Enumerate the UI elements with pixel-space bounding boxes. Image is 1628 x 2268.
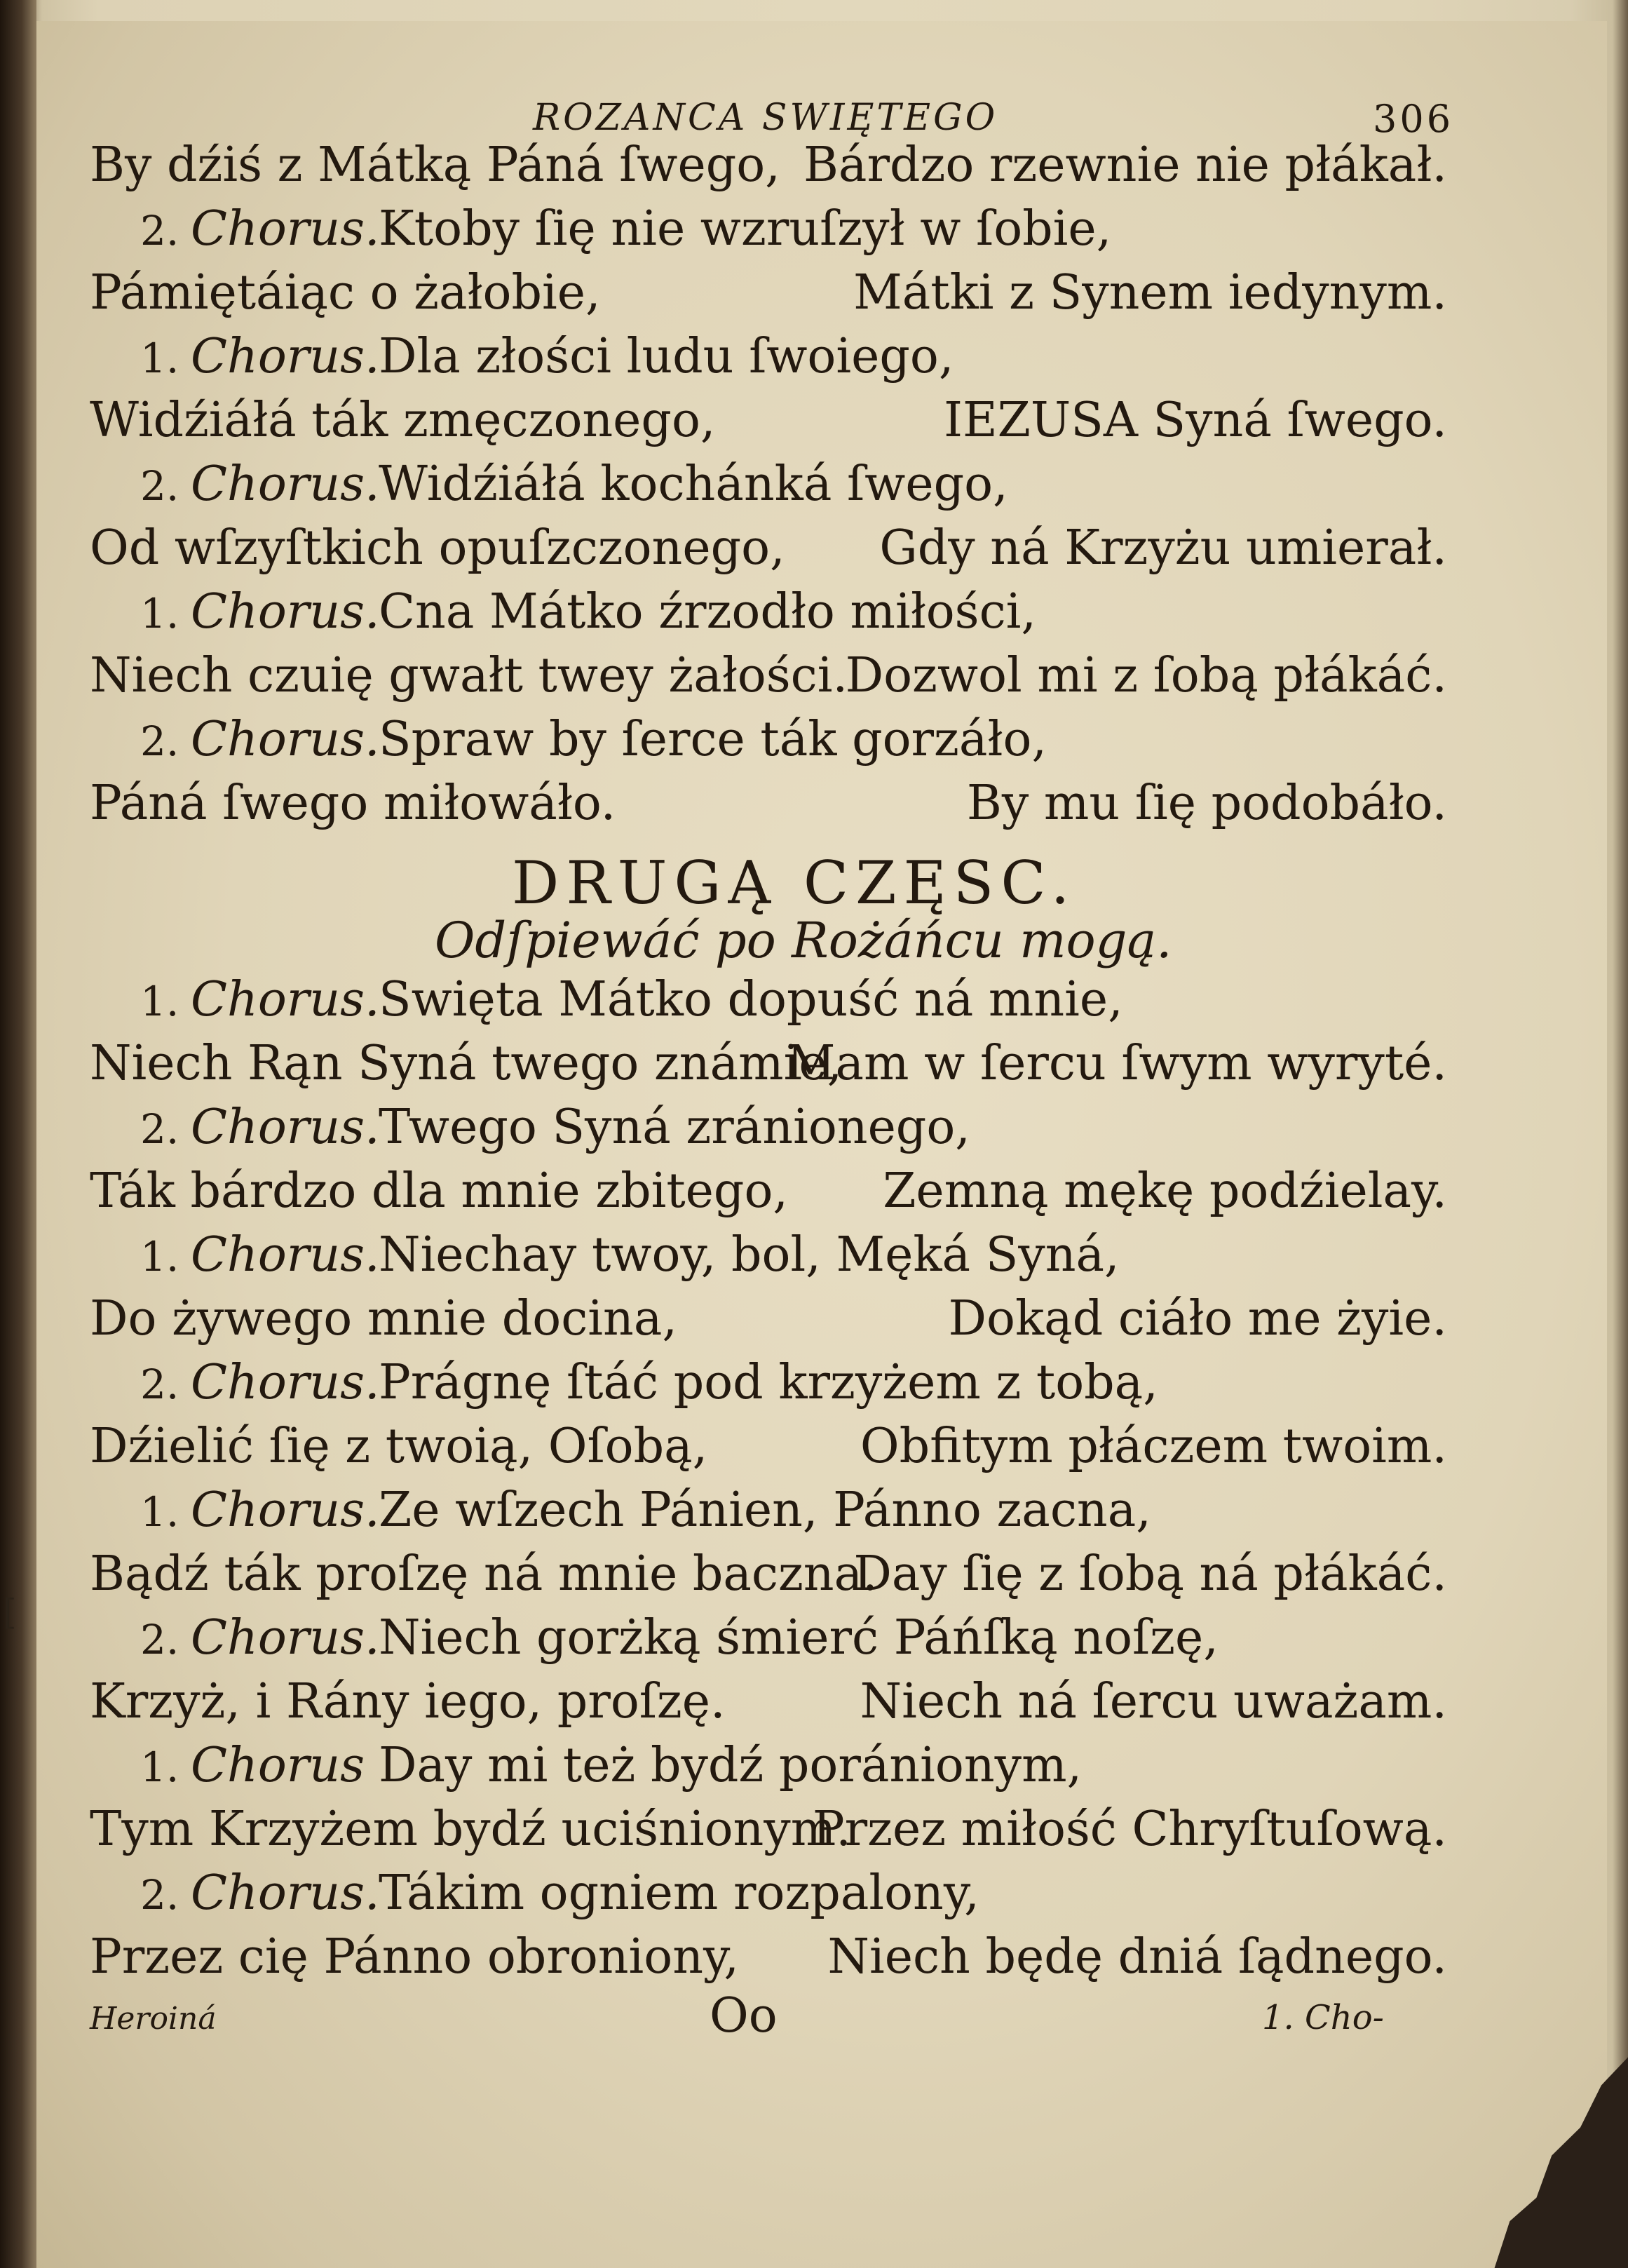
verse-text: Day mi też bydź poránionym, [379, 1738, 1083, 1793]
section-heading [0, 849, 1628, 919]
verse-text: Ktoby ſię nie wzruſzył w ſobie, [379, 201, 1112, 257]
chorus-number: 1. [140, 978, 179, 1025]
footer-note: Heroiná [90, 2001, 217, 2037]
verse-text: Tákim ogniem rozpalony, [379, 1865, 979, 1921]
section-subheading [0, 912, 1628, 975]
chorus-number: 2. [140, 1105, 179, 1153]
chorus-label: Chorus. [191, 1483, 380, 1538]
chorus-number: 1. [140, 590, 179, 637]
verse-text: Niech gorżką śmierć Páńſką noſzę, [379, 1610, 1219, 1666]
verse-text-right: Niech będę dniá ſądnego. [827, 1929, 1447, 1985]
verse-text-left: Od wſzyſtkich opuſzczonego, [90, 520, 785, 576]
chorus-label: Chorus. [191, 1610, 380, 1666]
chorus-line [0, 1865, 1628, 1929]
verse-text-right: Gdy ná Krzyżu umierał. [879, 520, 1447, 576]
verse-text: Prágnę ſtáć pod krzyżem z tobą, [379, 1355, 1158, 1410]
chorus-label: Chorus. [191, 1865, 380, 1921]
verse-text-left: Widźiáłá ták zmęczonego, [90, 393, 716, 448]
chorus-number: 1. [140, 1488, 179, 1536]
verse-text-right: By mu ſię podobáło. [966, 776, 1447, 831]
verse-line [0, 137, 1628, 201]
verse-text-right: Zemną mękę podźielay. [883, 1163, 1447, 1219]
chorus-line [0, 457, 1628, 520]
chorus-label: Chorus. [191, 201, 380, 257]
verse-text-right: Bárdzo rzewnie nie płákał. [803, 137, 1447, 193]
verse-text-right: Niech ná ſercu uważam. [860, 1674, 1447, 1729]
page-number: 306 [1373, 97, 1454, 141]
chorus-number: 2. [140, 207, 179, 255]
chorus-label: Chorus. [191, 457, 380, 512]
chorus-number: 2. [140, 462, 179, 510]
chorus-number: 1. [140, 1233, 179, 1281]
chorus-label: Chorus. [191, 972, 380, 1027]
verse-line [0, 1036, 1628, 1100]
margin-mark: [ [3, 1592, 17, 1633]
verse-text-left: Do żywego mnie docina, [90, 1291, 677, 1346]
chorus-line [0, 1100, 1628, 1163]
verse-line [0, 520, 1628, 584]
chorus-label: Chorus. [191, 1227, 380, 1283]
verse-text: Ze wſzech Pánien, Pánno zacna, [379, 1483, 1151, 1538]
chorus-label: Chorus. [191, 712, 380, 767]
signature-mark: Oo [710, 1988, 778, 2044]
verse-text-right: Obfitym płáczem twoim. [860, 1419, 1447, 1474]
verse-text-left: Krzyż, i Rány iego, proſzę. [90, 1674, 726, 1729]
verse-line [0, 265, 1628, 329]
chorus-number: 2. [140, 1616, 179, 1663]
verse-line [0, 393, 1628, 457]
verse-text-right: Mam w ſercu ſwym wyryté. [786, 1036, 1447, 1091]
chorus-label: Chorus. [191, 1355, 380, 1410]
verse-text: Niechay twoy, bol, Męká Syná, [379, 1227, 1120, 1283]
verse-line [0, 1419, 1628, 1483]
section-title: DRUGĄ CZĘSC. [512, 849, 1077, 917]
verse-text: Twego Syná zránionego, [379, 1100, 970, 1155]
verse-text-left: Niech Rąn Syná twego známie, [90, 1036, 843, 1091]
verse-line [0, 648, 1628, 712]
chorus-line [0, 1483, 1628, 1546]
verse-text: Cna Mátko źrzodło miłości, [379, 584, 1037, 640]
chorus-label: Chorus [191, 1738, 365, 1793]
verse-text-left: By dźiś z Mátką Páná ſwego, [90, 137, 780, 193]
chorus-number: 1. [140, 335, 179, 382]
verse-text-right: Dokąd ciáło me żyie. [948, 1291, 1447, 1346]
verse-text-right: Mátki z Synem iedynym. [853, 265, 1447, 320]
verse-line [0, 1163, 1628, 1227]
verse-line [0, 1546, 1628, 1610]
verse-text: Swięta Mátko dopuść ná mnie, [379, 972, 1123, 1027]
chorus-line [0, 584, 1628, 648]
verse-line [0, 776, 1628, 839]
verse-text: Spraw by ſerce ták gorzáło, [379, 712, 1047, 767]
catchword: 1. Cho- [1262, 1998, 1384, 2037]
verse-text: Widźiáłá kochánká ſwego, [379, 457, 1008, 512]
verse-text-left: Niech czuię gwałt twey żałości. [90, 648, 848, 703]
verse-text-left: Dźielić ſię z twoią, Oſobą, [90, 1419, 708, 1474]
chorus-line [0, 329, 1628, 393]
verse-text-right: Day ſię z ſobą ná płákáć. [853, 1546, 1447, 1602]
running-title: ROZANCA SWIĘTEGO [533, 97, 998, 139]
verse-line [0, 1929, 1628, 1993]
chorus-line [0, 201, 1628, 265]
verse-text-right: IEZUSA Syná ſwego. [944, 393, 1447, 448]
verse-text-left: Tym Krzyżem bydź uciśnionym. [90, 1802, 851, 1857]
verse-text-left: Ták bárdzo dla mnie zbitego, [90, 1163, 788, 1219]
chorus-number: 1. [140, 1743, 179, 1791]
page-footer [0, 1988, 1628, 2051]
chorus-label: Chorus. [191, 329, 380, 384]
chorus-line [0, 1738, 1628, 1802]
verse-text-left: Pámiętáiąc o żałobie, [90, 265, 601, 320]
verse-text-left: Páná ſwego miłowáło. [90, 776, 616, 831]
chorus-number: 2. [140, 1361, 179, 1408]
chorus-number: 2. [140, 1871, 179, 1919]
chorus-line [0, 1227, 1628, 1291]
chorus-number: 2. [140, 717, 179, 765]
verse-line [0, 1291, 1628, 1355]
verse-line [0, 1802, 1628, 1865]
verse-text: Dla złości ludu ſwoiego, [379, 329, 954, 384]
chorus-label: Chorus. [191, 1100, 380, 1155]
chorus-line [0, 1610, 1628, 1674]
chorus-line [0, 972, 1628, 1036]
chorus-line [0, 712, 1628, 776]
verse-line [0, 1674, 1628, 1738]
chorus-line [0, 1355, 1628, 1419]
verse-text-right: Przez miłość Chryſtuſową. [812, 1802, 1447, 1857]
verse-text-left: Przez cię Pánno obroniony, [90, 1929, 740, 1985]
chorus-label: Chorus. [191, 584, 380, 640]
verse-text-right: Dozwol mi z ſobą płákáć. [845, 648, 1447, 703]
verse-text-left: Bądź ták proſzę ná mnie baczna. [90, 1546, 878, 1602]
section-subtitle: Odſpiewáć po Rożáńcu mogą. [435, 912, 1172, 969]
